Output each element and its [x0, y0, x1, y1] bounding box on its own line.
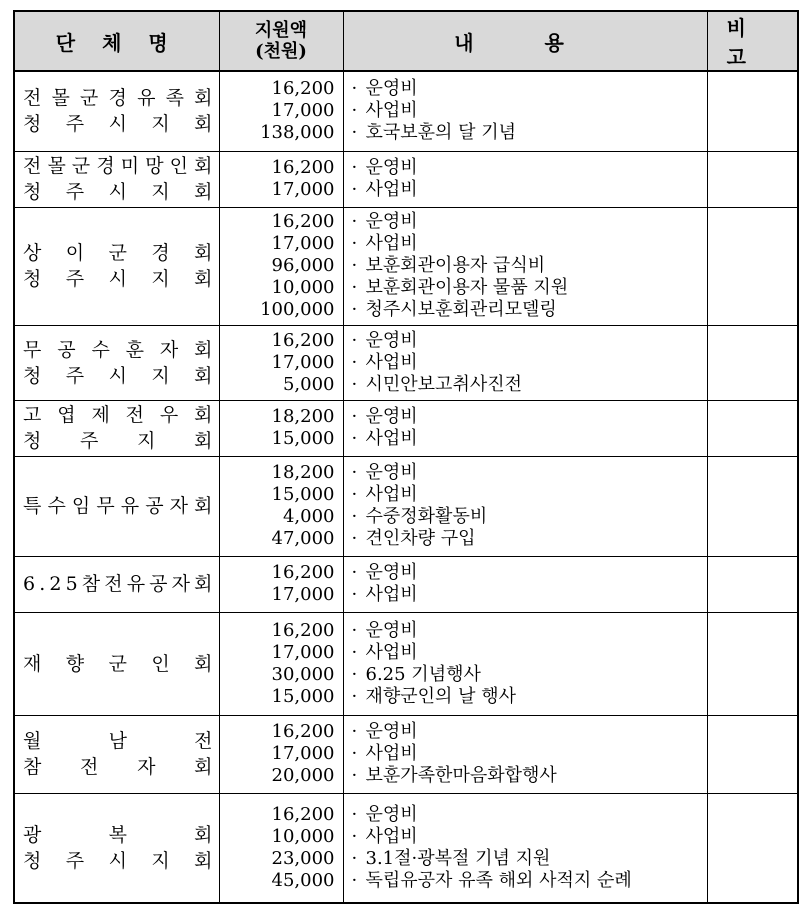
amount-value: 17,000	[271, 179, 335, 200]
org-name-line	[23, 428, 213, 454]
content-item	[352, 721, 707, 743]
bullet-icon: ·	[351, 329, 358, 351]
bullet-icon: ·	[351, 462, 358, 483]
bullet-icon: ·	[351, 685, 358, 707]
org-name-char: 자	[169, 495, 188, 517]
org-name-line	[23, 402, 213, 428]
org-name-line	[23, 493, 213, 519]
table-row	[14, 793, 798, 903]
table-row	[14, 715, 798, 793]
amount-value: 17,000	[271, 351, 335, 373]
note-cell	[707, 556, 798, 612]
org-name-char: 참	[23, 756, 42, 778]
table-row	[14, 612, 798, 715]
amount-value: 16,200	[271, 211, 335, 232]
amount-cell	[219, 612, 343, 715]
org-name-char: 지	[151, 181, 170, 203]
org-name-char: 지	[151, 364, 170, 387]
header-amount-line2: (천원)	[255, 41, 307, 62]
org-name-char: 자	[171, 573, 190, 595]
content-item-text: 6.25 기념행사	[365, 663, 481, 685]
org-name-char: 청	[23, 364, 42, 387]
org-name-char: 군	[71, 155, 91, 177]
amount-value: 17,000	[271, 100, 335, 122]
bullet-icon: ·	[351, 528, 358, 549]
org-name-char: 시	[108, 181, 127, 203]
bullet-icon: ·	[351, 663, 358, 685]
content-cell	[343, 793, 707, 903]
table-row	[14, 71, 798, 151]
org-name-char: 광	[23, 823, 42, 846]
amount-value: 5,000	[282, 373, 335, 395]
org-name-line	[23, 240, 213, 266]
amount-value: 16,200	[271, 803, 335, 825]
content-cell	[343, 71, 707, 151]
org-name-char: 회	[194, 242, 213, 264]
org-name-char: 청	[23, 181, 42, 203]
content-item-text: 보훈가족한마음화합행사	[365, 765, 557, 786]
amount-value: 15,000	[271, 685, 335, 707]
content-item	[352, 743, 707, 765]
bullet-icon: ·	[351, 825, 358, 847]
table-row	[14, 556, 798, 612]
table-row	[14, 456, 798, 556]
amount-value: 20,000	[271, 765, 335, 786]
org-name-char: 전	[23, 87, 42, 110]
bullet-icon: ·	[351, 641, 358, 663]
amount-value: 23,000	[271, 847, 335, 869]
header-amount-line1: 지원액	[254, 20, 308, 41]
org-name-char: 지	[137, 430, 156, 452]
amount-value: 15,000	[271, 428, 335, 449]
org-name-char: 회	[194, 430, 213, 452]
org-name-char: 지	[151, 113, 170, 136]
org-name-cell	[14, 793, 219, 903]
content-cell	[343, 456, 707, 556]
amount-value: 16,200	[271, 562, 335, 583]
content-item	[352, 352, 707, 374]
org-name-line	[23, 337, 213, 363]
org-name-char: 회	[194, 652, 213, 675]
org-name-char: 회	[194, 495, 213, 517]
amount-cell	[219, 556, 343, 612]
content-item-text: 사업비	[365, 641, 418, 663]
amount-cell	[219, 715, 343, 793]
bullet-icon: ·	[351, 78, 358, 100]
org-name-char: 무	[23, 338, 42, 361]
content-item-text: 사업비	[365, 484, 418, 505]
content-item	[352, 406, 707, 428]
org-name-char: 주	[65, 268, 85, 290]
amount-value: 100,000	[260, 299, 335, 320]
org-name-char: 경	[108, 87, 127, 110]
bullet-icon: ·	[351, 765, 358, 786]
amount-value: 30,000	[271, 663, 335, 685]
content-item	[352, 299, 707, 321]
org-name-char: 공	[145, 495, 164, 517]
bullet-icon: ·	[351, 299, 358, 320]
content-item	[352, 211, 707, 233]
content-item-text: 시민안보고취사진전	[365, 373, 522, 395]
amount-value: 16,200	[271, 78, 335, 100]
bullet-icon: ·	[351, 428, 358, 449]
content-item	[352, 484, 707, 506]
org-name-char: 전	[80, 756, 99, 778]
content-cell	[343, 207, 707, 325]
org-name-cell	[14, 325, 219, 400]
org-name-char: 회	[194, 181, 213, 203]
content-item-text: 재향군인의 날 행사	[365, 685, 517, 707]
bullet-icon: ·	[351, 506, 358, 527]
org-name-char: 시	[108, 113, 127, 136]
org-name-cell	[14, 71, 219, 151]
content-item	[352, 330, 707, 352]
content-item-text: 운영비	[365, 406, 418, 427]
content-item	[352, 765, 707, 787]
org-name-char: 주	[65, 364, 85, 387]
org-name-char: 몰	[51, 87, 70, 110]
content-item	[352, 870, 707, 892]
bullet-icon: ·	[351, 179, 358, 200]
bullet-icon: ·	[351, 619, 358, 641]
table-row	[14, 207, 798, 325]
bullet-icon: ·	[351, 803, 358, 825]
org-name-char: 인	[169, 155, 188, 177]
header-amount	[219, 11, 343, 71]
org-name-char: 청	[23, 268, 42, 290]
content-item	[352, 277, 707, 299]
amount-value: 17,000	[271, 743, 335, 764]
bullet-icon: ·	[351, 562, 358, 583]
content-cell	[343, 151, 707, 207]
org-name-char: 전	[23, 155, 42, 177]
org-name-char: 향	[65, 652, 85, 675]
org-name-char: 5	[65, 573, 78, 595]
table-body	[14, 71, 798, 903]
content-item-text: 사업비	[365, 584, 418, 605]
org-name-line	[23, 111, 213, 137]
note-cell	[707, 207, 798, 325]
org-name-char: 전	[125, 404, 145, 426]
content-item-text: 사업비	[365, 100, 418, 122]
note-cell	[707, 456, 798, 556]
org-name-line	[23, 728, 213, 754]
content-item-text: 3.1절·광복절 기념 지원	[365, 847, 551, 869]
content-item-text: 운영비	[365, 157, 418, 178]
bullet-icon: ·	[351, 869, 358, 891]
org-name-char: 상	[23, 242, 42, 264]
content-item-text: 운영비	[365, 329, 418, 351]
content-item	[352, 562, 707, 584]
content-item	[352, 233, 707, 255]
bullet-icon: ·	[351, 233, 358, 254]
amount-value: 17,000	[271, 233, 335, 254]
bullet-icon: ·	[351, 743, 358, 764]
org-name-char: 이	[65, 242, 85, 264]
amount-cell	[219, 151, 343, 207]
org-name-char: 회	[194, 756, 213, 778]
org-name-char: 훈	[125, 338, 145, 361]
content-item-text: 사업비	[365, 351, 418, 373]
amount-cell	[219, 793, 343, 903]
org-name-char: 전	[104, 573, 123, 595]
org-name-char: 회	[194, 364, 213, 387]
org-name-line	[23, 754, 213, 780]
content-item	[352, 848, 707, 870]
org-name-line	[23, 266, 213, 292]
org-name-char: 회	[194, 155, 213, 177]
org-name-char: 복	[108, 823, 127, 846]
org-name-char: 월	[23, 730, 42, 752]
org-name-char: 공	[149, 573, 168, 595]
content-cell	[343, 400, 707, 456]
org-name-line	[23, 651, 213, 677]
org-name-line	[23, 822, 213, 848]
amount-value: 16,200	[271, 157, 335, 178]
org-name-char: 자	[159, 338, 179, 361]
org-name-char: 미	[120, 155, 140, 177]
bullet-icon: ·	[351, 211, 358, 232]
amount-value: 10,000	[271, 825, 335, 847]
bullet-icon: ·	[351, 122, 358, 144]
note-cell	[707, 400, 798, 456]
org-name-char: .	[39, 573, 46, 595]
content-item-text: 청주시보훈회관리모델링	[365, 299, 557, 320]
org-name-char: 회	[194, 823, 213, 846]
org-name-char: 임	[71, 495, 91, 517]
content-item	[352, 428, 707, 450]
note-cell	[707, 151, 798, 207]
amount-value: 45,000	[271, 869, 335, 891]
content-item	[352, 826, 707, 848]
header-org: 단 체 명	[14, 11, 219, 71]
content-item	[352, 374, 707, 396]
org-name-char: 몰	[47, 155, 66, 177]
content-cell	[343, 715, 707, 793]
content-item-text: 운영비	[365, 562, 418, 583]
amount-value: 15,000	[271, 484, 335, 505]
amount-value: 17,000	[271, 641, 335, 663]
content-item	[352, 157, 707, 179]
bullet-icon: ·	[351, 373, 358, 395]
org-name-char: 주	[65, 181, 85, 203]
org-name-char: 경	[96, 155, 115, 177]
bullet-icon: ·	[351, 847, 358, 869]
content-item	[352, 664, 707, 686]
org-name-char: 회	[194, 87, 213, 110]
amount-value: 10,000	[271, 277, 335, 298]
org-name-line	[23, 571, 213, 597]
org-name-line	[23, 85, 213, 111]
content-item	[352, 100, 707, 122]
bullet-icon: ·	[351, 406, 358, 427]
org-name-char: 지	[151, 268, 170, 290]
org-name-line	[23, 363, 213, 389]
content-item-text: 운영비	[365, 78, 418, 100]
org-name-char: 우	[159, 404, 179, 426]
content-item-text: 운영비	[365, 462, 418, 483]
note-cell	[707, 715, 798, 793]
org-name-char: 제	[91, 404, 110, 426]
content-cell	[343, 556, 707, 612]
bullet-icon: ·	[351, 100, 358, 122]
org-name-cell	[14, 151, 219, 207]
org-name-char: 청	[23, 430, 42, 452]
org-name-cell	[14, 612, 219, 715]
content-item-text: 사업비	[365, 428, 418, 449]
org-name-char: 시	[108, 364, 127, 387]
org-name-char: 유	[137, 87, 156, 110]
org-name-line	[23, 848, 213, 874]
org-name-char: 재	[23, 652, 42, 675]
org-name-char: 특	[23, 495, 42, 517]
content-item-text: 운영비	[365, 721, 418, 742]
content-item	[352, 179, 707, 201]
org-name-char: 6	[23, 573, 36, 595]
org-name-char: 군	[108, 652, 127, 675]
org-name-cell	[14, 207, 219, 325]
content-item-text: 운영비	[365, 211, 418, 232]
content-cell	[343, 612, 707, 715]
amount-cell	[219, 456, 343, 556]
bullet-icon: ·	[351, 255, 358, 276]
support-table	[13, 10, 799, 904]
amount-value: 18,200	[271, 462, 335, 483]
amount-value: 17,000	[271, 584, 335, 605]
org-name-char: 2	[49, 573, 62, 595]
org-name-char: 경	[151, 242, 170, 264]
table-row	[14, 400, 798, 456]
amount-value: 4,000	[282, 506, 335, 527]
amount-value: 16,200	[271, 329, 335, 351]
table-row	[14, 325, 798, 400]
amount-value: 16,200	[271, 721, 335, 742]
amount-cell	[219, 207, 343, 325]
note-cell	[707, 325, 798, 400]
content-item-text: 보훈회관이용자 급식비	[365, 255, 546, 276]
content-item-text: 호국보훈의 달 기념	[365, 122, 517, 144]
org-name-char: 자	[137, 756, 156, 778]
org-name-char: 회	[194, 573, 213, 595]
org-name-cell	[14, 715, 219, 793]
org-name-char: 회	[194, 849, 213, 872]
content-cell	[343, 325, 707, 400]
content-item-text: 사업비	[365, 233, 418, 254]
org-name-char: 군	[80, 87, 99, 110]
content-item-text: 사업비	[365, 825, 418, 847]
content-item	[352, 686, 707, 708]
org-name-char: 회	[194, 338, 213, 361]
org-name-char: 주	[80, 430, 99, 452]
content-item-text: 견인차량 구입	[365, 528, 476, 549]
amount-cell	[219, 325, 343, 400]
note-cell	[707, 612, 798, 715]
org-name-cell	[14, 400, 219, 456]
content-item-text: 보훈회관이용자 물품 지원	[365, 277, 569, 298]
header-note: 비 고	[707, 11, 798, 71]
org-name-char: 청	[23, 849, 42, 872]
bullet-icon: ·	[351, 277, 358, 298]
content-item	[352, 620, 707, 642]
org-name-char: 회	[194, 404, 213, 426]
bullet-icon: ·	[351, 351, 358, 373]
amount-cell	[219, 71, 343, 151]
org-name-char: 유	[120, 495, 140, 517]
amount-value: 138,000	[260, 122, 335, 144]
amount-value: 18,200	[271, 406, 335, 427]
org-name-char: 지	[151, 849, 170, 872]
content-item-text: 운영비	[365, 619, 418, 641]
amount-cell	[219, 400, 343, 456]
amount-value: 96,000	[271, 255, 335, 276]
org-name-char: 시	[108, 849, 127, 872]
org-name-char: 공	[57, 338, 76, 361]
amount-value: 16,200	[271, 619, 335, 641]
org-name-char: 군	[108, 242, 127, 264]
org-name-char: 회	[194, 113, 213, 136]
org-name-char: 회	[194, 268, 213, 290]
header-row	[14, 11, 798, 71]
org-name-line	[23, 153, 213, 179]
org-name-char: 고	[23, 404, 42, 426]
org-name-char: 청	[23, 113, 42, 136]
table-row	[14, 151, 798, 207]
org-name-char: 망	[145, 155, 164, 177]
content-item	[352, 528, 707, 550]
org-name-char: 인	[151, 652, 170, 675]
org-name-char: 수	[47, 495, 66, 517]
org-name-char: 족	[165, 87, 184, 110]
content-item	[352, 122, 707, 144]
bullet-icon: ·	[351, 157, 358, 178]
org-name-char: 엽	[57, 404, 76, 426]
content-item	[352, 642, 707, 664]
content-item-text: 사업비	[365, 743, 418, 764]
org-name-char: 참	[81, 573, 101, 595]
content-item-text: 독립유공자 유족 해외 사적지 순례	[365, 869, 632, 891]
org-name-char: 시	[108, 268, 127, 290]
bullet-icon: ·	[351, 721, 358, 742]
content-item	[352, 506, 707, 528]
bullet-icon: ·	[351, 484, 358, 505]
org-name-cell	[14, 556, 219, 612]
content-item-text: 사업비	[365, 179, 418, 200]
content-item	[352, 255, 707, 277]
content-item	[352, 462, 707, 484]
content-item	[352, 78, 707, 100]
org-name-char: 무	[96, 495, 115, 517]
org-name-char: 주	[65, 113, 85, 136]
org-name-char: 주	[65, 849, 85, 872]
org-name-char: 유	[126, 573, 146, 595]
org-name-char: 수	[91, 338, 110, 361]
content-item	[352, 804, 707, 826]
header-content: 내 용	[343, 11, 707, 71]
amount-value: 47,000	[271, 528, 335, 549]
org-name-char: 전	[194, 730, 213, 752]
content-item	[352, 584, 707, 606]
org-name-char: 남	[108, 730, 127, 752]
note-cell	[707, 71, 798, 151]
content-item-text: 운영비	[365, 803, 418, 825]
org-name-cell	[14, 456, 219, 556]
bullet-icon: ·	[351, 584, 358, 605]
content-item-text: 수중정화활동비	[365, 506, 488, 527]
org-name-line	[23, 179, 213, 205]
note-cell	[707, 793, 798, 903]
